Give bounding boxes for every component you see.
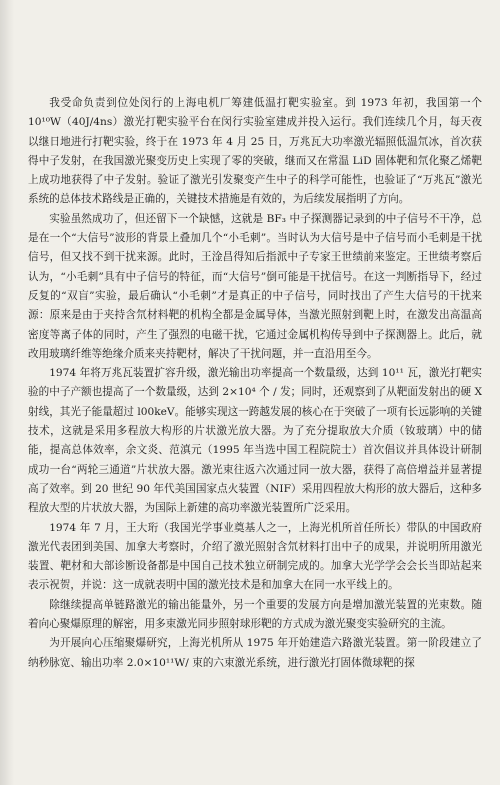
paragraph-6: 为开展向心压缩聚爆研究，上海光机所从 1975 年开始建造六路激光装置。第一阶段建立了纳秒脉宽、输出功率 2.0×10¹¹W/ 束的六束激光系统，进行激光打固体微球靶的探 [28, 637, 482, 669]
paragraph-4: 1974 年 7 月，王大珩（我国光学事业奠基人之一，上海光机所首任所长）带队的中国政府激光代表团到美国、加拿大考察时，介绍了激光照射含氘材料打出中子的成果，并说明所用激光装置、靶材和大部诊断设备都是中国自己技术独立研制完成的。加拿大光学学会会长当即站起来表示祝贺，并说：这一成就表明中国的激光技术是和加拿大在同一水平线上的。 [28, 521, 482, 592]
paragraph-2: 实验虽然成功了，但还留下一个缺憾，这就是 BF₃ 中子探测器记录到的中子信号不干净，总是在一个“大信号”波形的背景上叠加几个“小毛刺”。当时认为大信号是中子信号而小毛刺是干扰信号，但又找不到干扰来源。此时，王淦昌得知后指派中子专家王世绩前来鉴定。王世绩考察后认为，“小毛刺”具有中子信号的特征，而“大信号”倒可能是干扰信号。在这一判断指导下，经过反复的“双盲”实验，最后确认“小毛刺”才是真正的中子信号，同时找出了产生大信号的干扰来源：原来是由于夹持含氘材料靶的机构全都是金属导体，当激光照射到靶上时，在激发出高温高密度等离子体的同时，产生了强烈的电磁干扰，它通过金属机构传导到中子探测器上。此后，就改用玻璃纤维等绝缘介质来夹持靶材，解决了干扰问题，并一直沿用至今。 [28, 212, 482, 360]
paragraph-5: 除继续提高单链路激光的输出能量外，另一个重要的发展方向是增加激光装置的光束数。随着向心聚爆原理的解密，用多束激光同步照射球形靶的方式成为激光聚变实验研究的主流。 [28, 598, 482, 631]
paragraph-3: 1974 年将万兆瓦装置扩容升级，激光输出功率提高一个数量级，达到 10¹¹ 瓦，激光打靶实验的中子产额也提高了一个数量级，达到 2×10⁴ 个 / 发；同时，还观察到了从靶面发射出的硬 X 射线，其光子能量超过 l00keV。能够实现这一跨越发展的核心在于突破了一项有长远影响的关键技术，这就是采用多程放大构形的片状激光放大器。为了充分提取放大介质（钕玻璃）中的储能，提高总体效率，余文炎、范滇元（1995 年当选中国工程院院士）首次倡议并具体设计研制成功一台“两轮三通道”片状放大器。激光束往返六次通过同一放大器，获得了高倍增益并显著提高了效率。到 20 世纪 90 年代美国国家点火装置（NIF）采用四程放大构形的放大器后，这种多程放大型的片状放大器，为国际上新建的高功率激光装置所广泛采用。 [28, 367, 482, 515]
document-page [28, 94, 482, 673]
page-edge-shadow [0, 0, 14, 785]
paragraph-1: 我受命负责到位处闵行的上海电机厂筹建低温打靶实验室。到 1973 年初，我国第一个 10¹⁰W（40J/4ns）激光打靶实验平台在闵行实验室建成并投入运行。我们连续几个月，每天夜以继日地进行打靶实验，终于在 1973 年 4 月 25 日，万兆瓦大功率激光辐照低温氘冰，首次获得中子发射，在我国激光聚变历史上实现了零的突破，继而又在常温 LiD 固体靶和氘化聚乙烯靶上成功地获得了中子发射。验证了激光引发聚变产生中子的科学可能性，也验证了“万兆瓦”激光系统的总体技术路线是正确的，关键技术措施是有效的，为后续发展指明了方向。 [28, 97, 482, 206]
